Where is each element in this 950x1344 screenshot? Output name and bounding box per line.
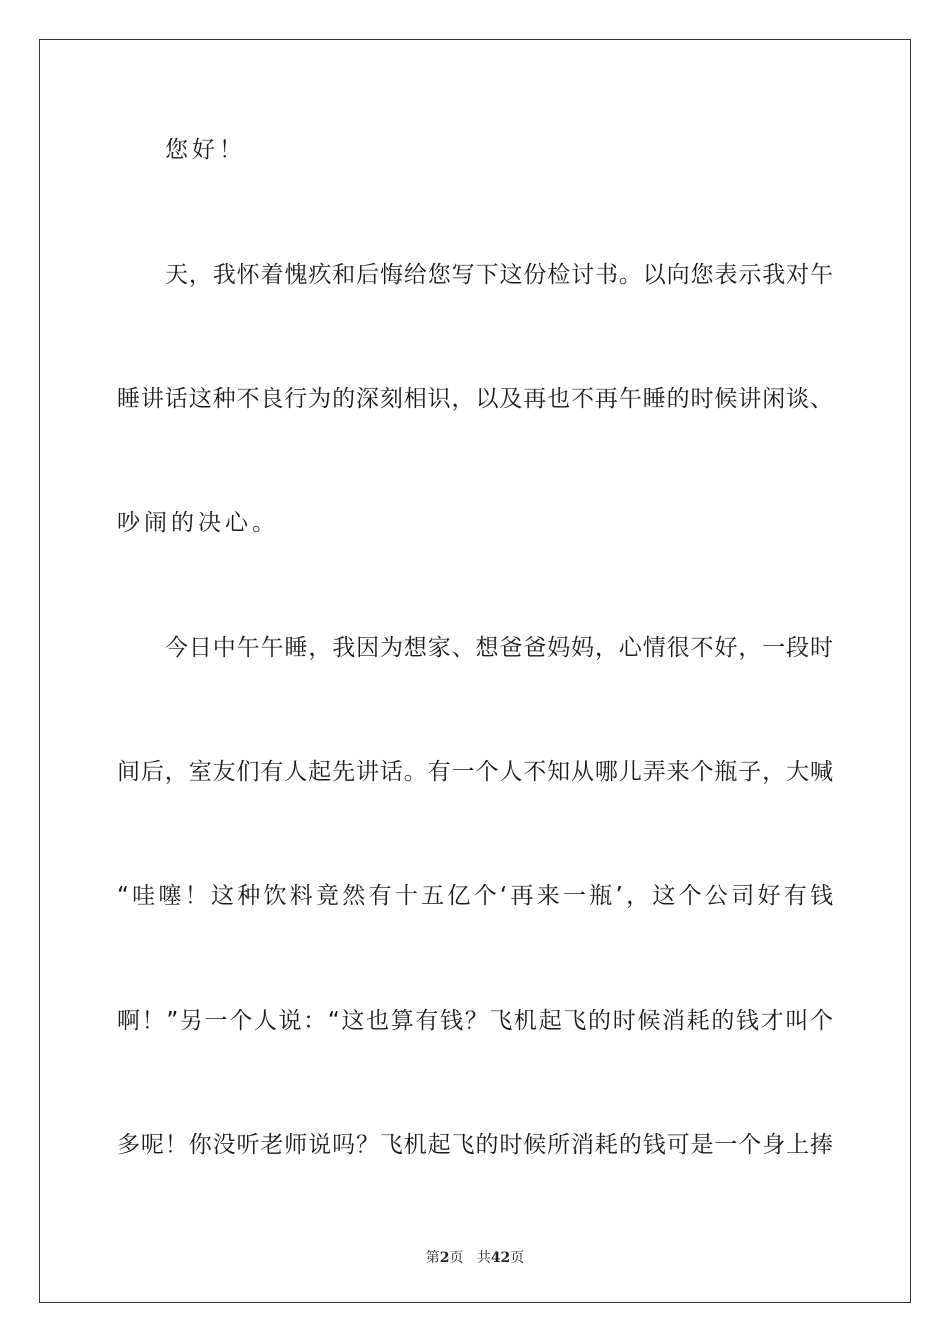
body-line-5: 间后，室友们有人起先讲话。有一个人不知从哪儿弄来个瓶子，大喊: [117, 759, 833, 785]
footer-total-pages: 42: [490, 1250, 511, 1266]
footer-page-suffix: 页: [449, 1250, 464, 1266]
body-line-1: 天，我怀着愧疚和后悔给您写下这份检讨书。以向您表示我对午: [165, 262, 833, 288]
footer-total-prefix: 共: [476, 1250, 491, 1266]
page-frame: [39, 39, 911, 1303]
body-line-6: “哇噻！这种饮料竟然有十五亿个‘再来一瓶’，这个公司好有钱: [117, 883, 833, 909]
body-line-2: 睡讲话这种不良行为的深刻相识，以及再也不再午睡的时候讲闲谈、: [117, 386, 833, 412]
body-line-4: 今日中午午睡，我因为想家、想爸爸妈妈，心情很不好，一段时: [165, 635, 833, 661]
body-line-3: 吵闹的决心。: [117, 510, 279, 536]
body-line-8: 多呢！你没听老师说吗？飞机起飞的时候所消耗的钱可是一个身上捧: [117, 1132, 833, 1158]
page-footer: [0, 1247, 950, 1267]
greeting-line: 您好！: [165, 137, 246, 163]
footer-total-suffix: 页: [510, 1250, 525, 1266]
footer-page-prefix: 第: [425, 1250, 440, 1266]
footer-page-number: 2: [439, 1250, 450, 1266]
body-line-7: 啊！”另一个人说：“这也算有钱？飞机起飞的时候消耗的钱才叫个: [117, 1008, 833, 1034]
